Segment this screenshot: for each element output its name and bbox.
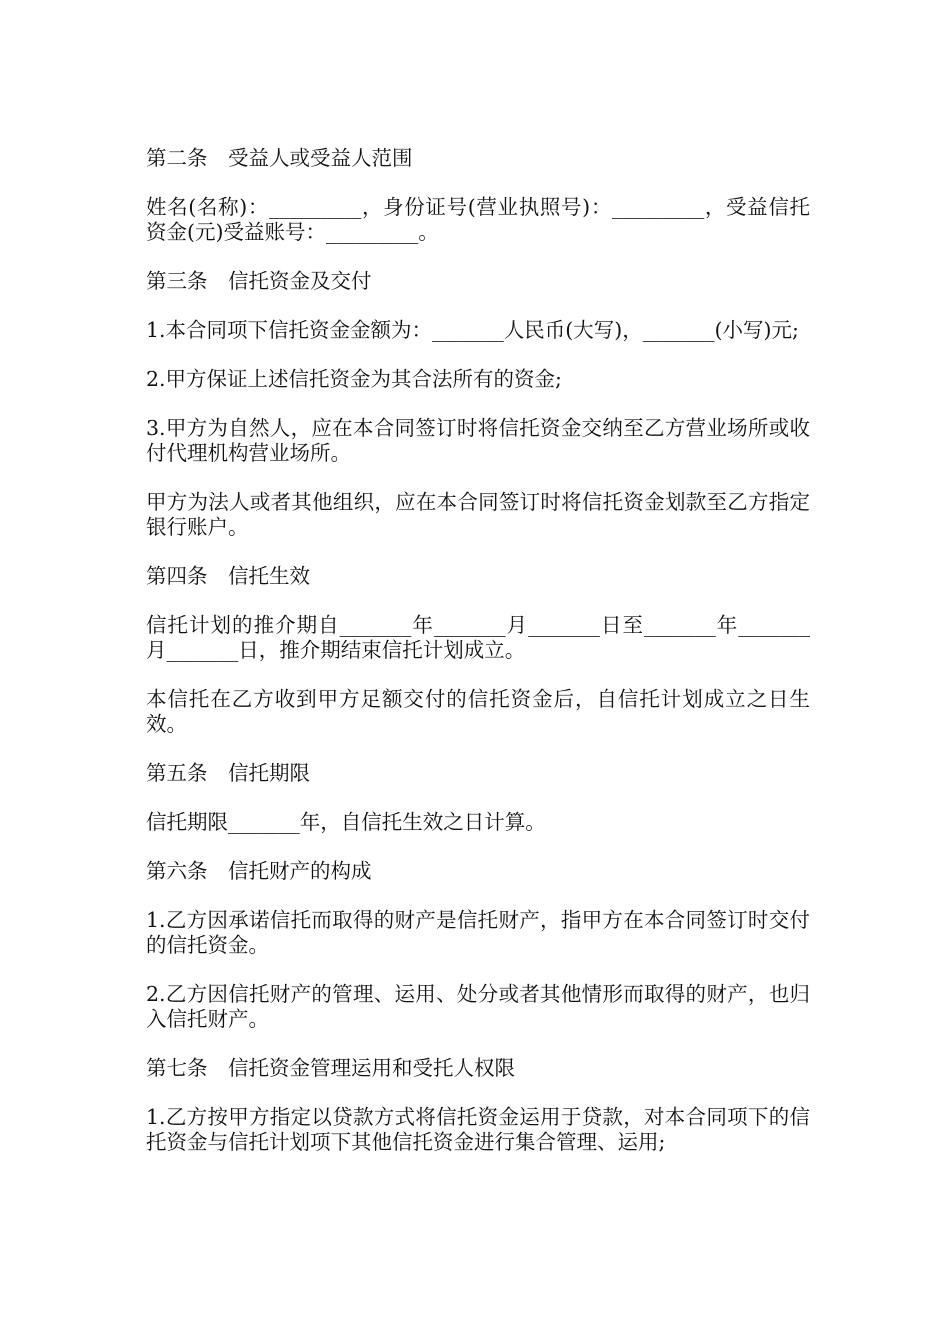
article-2-heading: 第二条 受益人或受益人范围 (146, 146, 413, 170)
article-5-heading: 第五条 信托期限 (146, 761, 310, 785)
article-3-clause-2: 2.甲方保证上述信托资金为其合法所有的资金; (146, 367, 562, 391)
article-6-clause-1: 1.乙方因承诺信托而取得的财产是信托财产，指甲方在本合同签订时交付的信托资金。 (146, 908, 810, 957)
article-3-heading: 第三条 信托资金及交付 (146, 269, 372, 293)
document-page (146, 146, 810, 1179)
article-3-clause-4: 甲方为法人或者其他组织，应在本合同签订时将信托资金划款至乙方指定银行账户。 (146, 490, 810, 539)
article-2-beneficiary-info: 姓名(名称)：_________，身份证号(营业执照号)：_________，受益信托资金(元)受益账号：_________。 (146, 195, 810, 244)
article-4-clause-1: 信托计划的推介期自_______年_______月_______日至_______年_______月_______日，推介期结束信托计划成立。 (146, 613, 810, 662)
article-4-clause-2: 本信托在乙方收到甲方足额交付的信托资金后，自信托计划成立之日生效。 (146, 687, 810, 736)
article-3-clause-3: 3.甲方为自然人，应在本合同签订时将信托资金交纳至乙方营业场所或收付代理机构营业场所。 (146, 416, 810, 465)
article-4-heading: 第四条 信托生效 (146, 564, 310, 588)
article-5-clause-1: 信托期限_______年，自信托生效之日计算。 (146, 810, 546, 834)
article-6-heading: 第六条 信托财产的构成 (146, 859, 372, 883)
article-7-clause-1: 1.乙方按甲方指定以贷款方式将信托资金运用于贷款，对本合同项下的信托资金与信托计划项下其他信托资金进行集合管理、运用; (146, 1105, 810, 1154)
article-6-clause-2: 2.乙方因信托财产的管理、运用、处分或者其他情形而取得的财产，也归入信托财产。 (146, 982, 810, 1031)
article-3-clause-1: 1.本合同项下信托资金金额为：_______人民币(大写)，_______(小写)元; (146, 318, 799, 342)
article-7-heading: 第七条 信托资金管理运用和受托人权限 (146, 1056, 515, 1080)
